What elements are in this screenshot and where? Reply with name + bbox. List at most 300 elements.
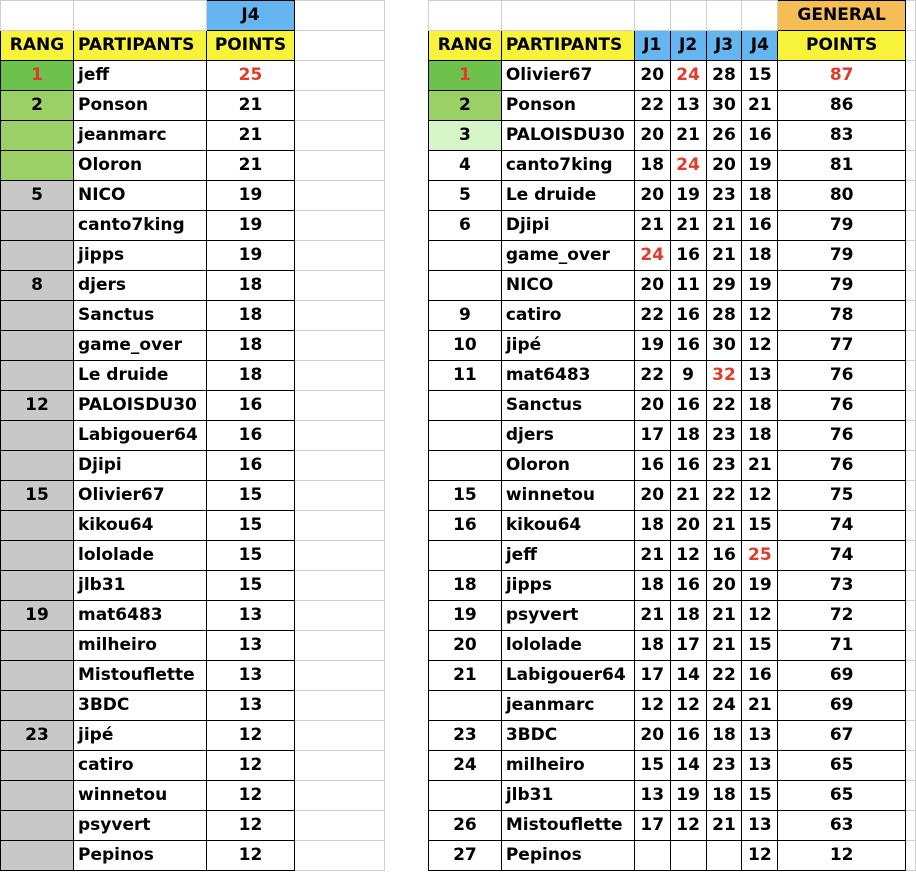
participant-name: jipps [74, 241, 207, 271]
table-row [1, 451, 385, 481]
participant-name: Djipi [501, 211, 634, 241]
rank-cell [429, 241, 502, 271]
week-4-points: 18 [742, 421, 778, 451]
rank-cell: 15 [1, 481, 74, 511]
table-row [429, 241, 916, 271]
week-1-points: 17 [634, 661, 670, 691]
points-cell: 13 [207, 601, 295, 631]
table-row [429, 301, 916, 331]
points-cell: 16 [207, 451, 295, 481]
points-cell: 18 [207, 301, 295, 331]
rank-cell [429, 271, 502, 301]
week-1-points: 22 [634, 301, 670, 331]
table-row [1, 811, 385, 841]
week-4-points: 19 [742, 271, 778, 301]
participant-name: mat6483 [74, 601, 207, 631]
rank-cell: 23 [429, 721, 502, 751]
table-row [429, 721, 916, 751]
points-cell: 12 [207, 751, 295, 781]
rank-cell [429, 691, 502, 721]
week-1-points: 20 [634, 481, 670, 511]
empty-cell [906, 301, 916, 331]
empty-cell [706, 1, 742, 31]
weekly-ranking-body [1, 1, 385, 871]
empty-cell [295, 451, 385, 481]
week-4-points: 21 [742, 451, 778, 481]
rank-cell [1, 541, 74, 571]
table-row [429, 211, 916, 241]
total-points: 80 [778, 181, 906, 211]
participant-name: Mistouflette [74, 661, 207, 691]
table-row [1, 661, 385, 691]
participant-name: Pepinos [74, 841, 207, 871]
rank-cell: 2 [429, 91, 502, 121]
participant-name: canto7king [74, 211, 207, 241]
rank-cell: 9 [429, 301, 502, 331]
total-points: 81 [778, 151, 906, 181]
week-3-points: 23 [706, 181, 742, 211]
rank-cell: 15 [429, 481, 502, 511]
empty-cell [295, 811, 385, 841]
week-1-points: 21 [634, 601, 670, 631]
empty-cell [906, 631, 916, 661]
week-2-points: 12 [670, 541, 706, 571]
rank-cell [1, 121, 74, 151]
points-cell: 16 [207, 391, 295, 421]
rank-cell [1, 361, 74, 391]
total-points: 76 [778, 451, 906, 481]
week-4-points: 21 [742, 91, 778, 121]
week-3-points: 21 [706, 631, 742, 661]
rank-cell [1, 751, 74, 781]
participant-name: jipé [74, 721, 207, 751]
week-1-points: 17 [634, 811, 670, 841]
rank-cell: 27 [429, 841, 502, 871]
empty-cell [501, 1, 634, 31]
week-1-points: 20 [634, 391, 670, 421]
table-row [429, 571, 916, 601]
week-4-points: 15 [742, 781, 778, 811]
empty-cell [906, 781, 916, 811]
empty-cell [906, 61, 916, 91]
rank-cell: 1 [429, 61, 502, 91]
participant-name: lololade [501, 631, 634, 661]
rank-cell: 12 [1, 391, 74, 421]
rank-cell: 23 [1, 721, 74, 751]
empty-cell [906, 91, 916, 121]
table-row [429, 361, 916, 391]
participant-name: jeff [501, 541, 634, 571]
participant-name: winnetou [74, 781, 207, 811]
week-1-points: 18 [634, 511, 670, 541]
week-2-points: 14 [670, 751, 706, 781]
general-header: GENERAL [778, 1, 906, 31]
rank-cell: 19 [1, 601, 74, 631]
week-2-points: 13 [670, 91, 706, 121]
column-header-total-points: POINTS [778, 31, 906, 61]
week-4-points: 18 [742, 241, 778, 271]
participant-name: Olivier67 [74, 481, 207, 511]
table-row [429, 481, 916, 511]
table-row [429, 151, 916, 181]
total-points: 79 [778, 211, 906, 241]
table-row [1, 841, 385, 871]
empty-cell [906, 721, 916, 751]
points-cell: 19 [207, 241, 295, 271]
table-row [429, 751, 916, 781]
week-4-points: 12 [742, 841, 778, 871]
table-row [429, 631, 916, 661]
week-2-points: 17 [670, 631, 706, 661]
total-points: 83 [778, 121, 906, 151]
rank-cell [1, 841, 74, 871]
table-row [1, 271, 385, 301]
empty-cell [295, 421, 385, 451]
total-points: 76 [778, 421, 906, 451]
empty-cell [906, 571, 916, 601]
participant-name: jeanmarc [501, 691, 634, 721]
empty-cell [295, 271, 385, 301]
participant-name: game_over [501, 241, 634, 271]
week-1-points: 18 [634, 631, 670, 661]
empty-cell [906, 31, 916, 61]
rank-cell [1, 631, 74, 661]
rank-cell: 5 [429, 181, 502, 211]
week-3-points: 29 [706, 271, 742, 301]
empty-cell [906, 601, 916, 631]
rank-cell: 16 [429, 511, 502, 541]
rank-cell [1, 571, 74, 601]
week-2-points: 16 [670, 571, 706, 601]
empty-cell [295, 331, 385, 361]
empty-cell [295, 301, 385, 331]
empty-cell [906, 691, 916, 721]
empty-cell [295, 661, 385, 691]
participant-name: jeanmarc [74, 121, 207, 151]
column-header-j4: J4 [742, 31, 778, 61]
week-4-points: 13 [742, 721, 778, 751]
week-3-points: 21 [706, 511, 742, 541]
week-1-points: 17 [634, 421, 670, 451]
week-3-points: 22 [706, 481, 742, 511]
week-3-points: 20 [706, 151, 742, 181]
total-points: 69 [778, 691, 906, 721]
table-row [1, 601, 385, 631]
week-3-points: 28 [706, 61, 742, 91]
participant-name: PALOISDU30 [74, 391, 207, 421]
empty-cell [906, 181, 916, 211]
participant-name: jipé [501, 331, 634, 361]
week-4-points: 16 [742, 661, 778, 691]
week-3-points: 23 [706, 751, 742, 781]
week-2-points: 16 [670, 451, 706, 481]
week-1-points: 20 [634, 181, 670, 211]
week-3-points: 18 [706, 721, 742, 751]
table-row [1, 511, 385, 541]
rank-cell [1, 241, 74, 271]
table-row [1, 211, 385, 241]
week-4-points: 19 [742, 151, 778, 181]
table-row [429, 61, 916, 91]
week-2-points: 18 [670, 601, 706, 631]
week-4-points: 21 [742, 691, 778, 721]
week-4-points: 12 [742, 481, 778, 511]
column-header-rank: RANG [1, 31, 74, 61]
week-3-points: 23 [706, 451, 742, 481]
empty-cell [295, 601, 385, 631]
rank-cell: 18 [429, 571, 502, 601]
weekly-ranking-table [0, 0, 385, 871]
week-2-points: 24 [670, 61, 706, 91]
week-3-points: 20 [706, 571, 742, 601]
week-2-points: 16 [670, 331, 706, 361]
week-4-points: 15 [742, 61, 778, 91]
table-row [1, 751, 385, 781]
empty-cell [295, 721, 385, 751]
week-3-points: 26 [706, 121, 742, 151]
week-4-points: 16 [742, 211, 778, 241]
participant-name: kikou64 [501, 511, 634, 541]
table-row [429, 271, 916, 301]
points-cell: 12 [207, 811, 295, 841]
week-3-points: 21 [706, 211, 742, 241]
points-cell: 15 [207, 481, 295, 511]
participant-name: djers [74, 271, 207, 301]
empty-cell [906, 451, 916, 481]
rank-cell: 26 [429, 811, 502, 841]
points-cell: 12 [207, 781, 295, 811]
empty-cell [906, 541, 916, 571]
column-header-participants: PARTIPANTS [74, 31, 207, 61]
empty-cell [906, 511, 916, 541]
week-2-points: 9 [670, 361, 706, 391]
rank-cell: 2 [1, 91, 74, 121]
week-2-points: 21 [670, 211, 706, 241]
points-cell: 15 [207, 511, 295, 541]
total-points: 79 [778, 241, 906, 271]
empty-cell [906, 421, 916, 451]
participant-name: Labigouer64 [501, 661, 634, 691]
participant-name: NICO [74, 181, 207, 211]
table-row [429, 181, 916, 211]
week-1-points: 20 [634, 61, 670, 91]
rank-cell: 8 [1, 271, 74, 301]
week-3-points: 24 [706, 691, 742, 721]
table-row [429, 841, 916, 871]
participant-name: Le druide [74, 361, 207, 391]
table-row [429, 91, 916, 121]
participant-name: Pepinos [501, 841, 634, 871]
participant-name: 3BDC [501, 721, 634, 751]
points-cell: 15 [207, 571, 295, 601]
participant-name: psyvert [501, 601, 634, 631]
rank-cell: 21 [429, 661, 502, 691]
total-points: 74 [778, 511, 906, 541]
table-row [429, 391, 916, 421]
week-2-points: 16 [670, 721, 706, 751]
week-1-points: 22 [634, 91, 670, 121]
participant-name: jlb31 [74, 571, 207, 601]
total-points: 65 [778, 751, 906, 781]
participant-name: psyvert [74, 811, 207, 841]
total-points: 79 [778, 271, 906, 301]
total-points: 77 [778, 331, 906, 361]
total-points: 65 [778, 781, 906, 811]
participant-name: milheiro [501, 751, 634, 781]
total-points: 76 [778, 391, 906, 421]
rank-cell [429, 391, 502, 421]
total-points: 76 [778, 361, 906, 391]
empty-cell [295, 571, 385, 601]
points-cell: 12 [207, 721, 295, 751]
column-header-j3: J3 [706, 31, 742, 61]
participant-name: djers [501, 421, 634, 451]
week-2-points: 19 [670, 181, 706, 211]
rank-cell [1, 781, 74, 811]
general-ranking-body [429, 1, 916, 871]
week-2-points: 16 [670, 241, 706, 271]
week-4-points: 13 [742, 751, 778, 781]
table-row [1, 481, 385, 511]
total-points: 86 [778, 91, 906, 121]
participant-name: Mistouflette [501, 811, 634, 841]
week-1-points: 20 [634, 721, 670, 751]
week-3-points: 30 [706, 331, 742, 361]
week-3-points: 22 [706, 661, 742, 691]
rank-cell: 6 [429, 211, 502, 241]
empty-cell [295, 121, 385, 151]
empty-cell [295, 391, 385, 421]
table-row [1, 181, 385, 211]
week-2-points: 19 [670, 781, 706, 811]
participant-name: Oloron [501, 451, 634, 481]
rank-cell: 4 [429, 151, 502, 181]
week-2-points: 20 [670, 511, 706, 541]
table-row [1, 331, 385, 361]
general-ranking-table [428, 0, 916, 871]
participant-name: milheiro [74, 631, 207, 661]
week-2-points [670, 841, 706, 871]
empty-cell [906, 241, 916, 271]
points-cell: 15 [207, 541, 295, 571]
table-row [429, 451, 916, 481]
rank-cell [1, 691, 74, 721]
table-row [429, 421, 916, 451]
points-cell: 21 [207, 91, 295, 121]
empty-cell [295, 241, 385, 271]
participant-name: Olivier67 [501, 61, 634, 91]
week-4-points: 12 [742, 301, 778, 331]
week-3-points: 32 [706, 361, 742, 391]
week-header: J4 [207, 1, 295, 31]
empty-cell [295, 361, 385, 391]
points-cell: 16 [207, 421, 295, 451]
rank-cell: 20 [429, 631, 502, 661]
points-cell: 12 [207, 841, 295, 871]
empty-cell [906, 751, 916, 781]
table-row [1, 721, 385, 751]
empty-cell [906, 211, 916, 241]
empty-cell [295, 631, 385, 661]
table-row [1, 151, 385, 181]
participant-name: PALOISDU30 [501, 121, 634, 151]
column-header-j1: J1 [634, 31, 670, 61]
participant-name: Oloron [74, 151, 207, 181]
table-row [1, 241, 385, 271]
participant-name: Sanctus [501, 391, 634, 421]
points-cell: 18 [207, 331, 295, 361]
week-3-points: 21 [706, 811, 742, 841]
total-points: 63 [778, 811, 906, 841]
week-4-points: 15 [742, 511, 778, 541]
participant-name: Ponson [74, 91, 207, 121]
week-1-points: 21 [634, 541, 670, 571]
empty-cell [670, 1, 706, 31]
rank-cell [429, 421, 502, 451]
week-2-points: 14 [670, 661, 706, 691]
table-row [429, 811, 916, 841]
week-3-points: 21 [706, 601, 742, 631]
week-1-points: 22 [634, 361, 670, 391]
week-1-points [634, 841, 670, 871]
empty-cell [906, 811, 916, 841]
participant-name: mat6483 [501, 361, 634, 391]
participant-name: catiro [501, 301, 634, 331]
table-row [1, 781, 385, 811]
empty-cell [295, 511, 385, 541]
total-points: 69 [778, 661, 906, 691]
week-3-points: 30 [706, 91, 742, 121]
table-row [1, 91, 385, 121]
table-row [1, 541, 385, 571]
empty-cell [295, 151, 385, 181]
total-points: 72 [778, 601, 906, 631]
week-2-points: 12 [670, 691, 706, 721]
rank-cell [1, 301, 74, 331]
participant-name: Labigouer64 [74, 421, 207, 451]
week-1-points: 13 [634, 781, 670, 811]
points-cell: 19 [207, 211, 295, 241]
participant-name: NICO [501, 271, 634, 301]
rank-cell: 11 [429, 361, 502, 391]
participant-name: canto7king [501, 151, 634, 181]
rank-cell: 19 [429, 601, 502, 631]
empty-cell [742, 1, 778, 31]
table-row [429, 661, 916, 691]
empty-cell [906, 121, 916, 151]
table-row [1, 631, 385, 661]
participant-name: kikou64 [74, 511, 207, 541]
week-4-points: 13 [742, 361, 778, 391]
week-2-points: 12 [670, 811, 706, 841]
rank-cell [1, 421, 74, 451]
week-1-points: 16 [634, 451, 670, 481]
table-row [429, 601, 916, 631]
week-3-points: 22 [706, 391, 742, 421]
table-row [1, 571, 385, 601]
table-row [1, 391, 385, 421]
empty-cell [906, 331, 916, 361]
rank-cell: 3 [429, 121, 502, 151]
week-3-points: 28 [706, 301, 742, 331]
week-4-points: 18 [742, 391, 778, 421]
empty-cell [295, 751, 385, 781]
rank-cell: 1 [1, 61, 74, 91]
total-points: 75 [778, 481, 906, 511]
participant-name: jlb31 [501, 781, 634, 811]
points-cell: 13 [207, 631, 295, 661]
rank-cell [1, 511, 74, 541]
